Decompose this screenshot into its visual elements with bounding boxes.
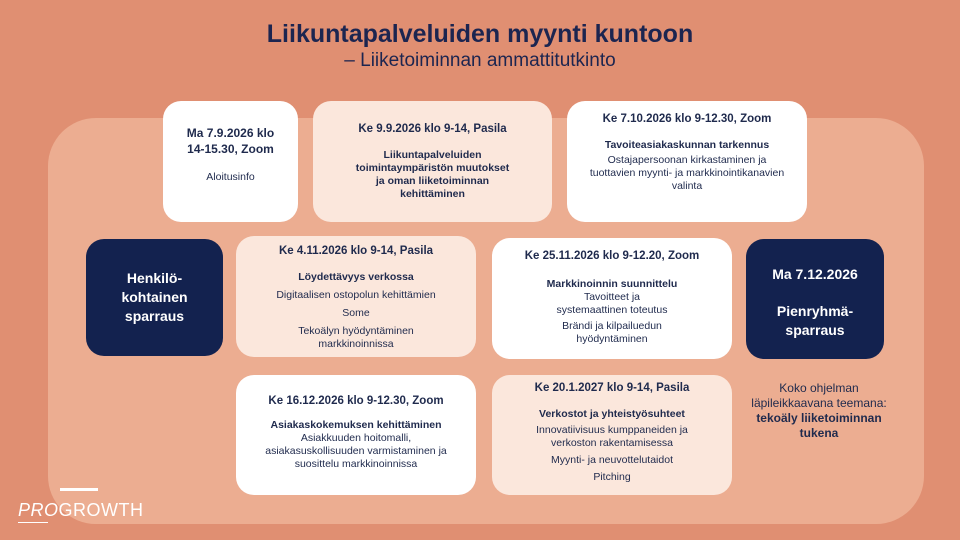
session-line: Tekoälyn hyödyntäminen markkinoinnissa xyxy=(298,325,414,350)
session-topic: Tavoiteasiakaskunnan tarkennus xyxy=(604,139,770,151)
program-theme-note xyxy=(745,381,893,441)
session-text: Pienryhmä-sparraus xyxy=(776,303,854,338)
session-card-3 xyxy=(567,101,807,222)
progrowth-logo xyxy=(18,500,144,521)
session-topic: Löydettävyys verkossa xyxy=(298,271,414,283)
session-date: Ke 4.11.2026 klo 9-14, Pasila xyxy=(278,245,434,257)
session-date: Ke 9.9.2026 klo 9-14, Pasila xyxy=(358,123,507,135)
session-date: Ke 25.11.2026 klo 9-12.20, Zoom xyxy=(524,250,700,262)
session-topic: Liikuntapalveluiden toimintaympäristön muutokset ja oman liiketoiminnan kehittäminen xyxy=(355,149,510,200)
session-date: Ma 7.9.2026 klo 14-15.30, Zoom xyxy=(186,126,275,156)
logo-bar xyxy=(60,488,98,491)
session-card-1 xyxy=(163,101,298,222)
personal-coaching-card xyxy=(86,239,223,356)
session-date: Ma 7.12.2026 xyxy=(772,266,858,282)
session-text: Aloitusinfo xyxy=(206,171,255,183)
session-card-5 xyxy=(492,238,732,359)
session-date: Ke 20.1.2027 klo 9-14, Pasila xyxy=(534,382,690,394)
logo-pro: PRO xyxy=(18,500,59,520)
session-card-2 xyxy=(313,101,552,222)
page-title: Liikuntapalveluiden myynti kuntoon xyxy=(266,20,694,48)
session-text: Asiakkuuden hoitomalli, asiakasuskollisuuden varmistaminen ja suosittelu markkinoinnissa xyxy=(265,432,447,470)
small-group-coaching-card xyxy=(746,239,884,359)
session-text: Ostajapersoonan kirkastaminen ja tuottavien myynti- ja markkinointikanavien valinta xyxy=(589,154,785,192)
session-line: Brändi ja kilpailuedun hyödyntäminen xyxy=(562,320,662,345)
logo-underline xyxy=(18,522,48,523)
session-line: Myynti- ja neuvottelutaidot xyxy=(551,454,673,466)
session-text: Henkilö-kohtainen sparraus xyxy=(121,270,188,324)
session-line: Tavoitteet ja systemaattinen toteutus xyxy=(556,291,668,316)
session-card-6 xyxy=(236,375,476,495)
theme-text: Koko ohjelman läpileikkaavana teemana: xyxy=(751,381,887,410)
session-date: Ke 16.12.2026 klo 9-12.30, Zoom xyxy=(268,395,444,407)
session-topic: Asiakaskokemuksen kehittäminen xyxy=(270,419,442,431)
session-card-7 xyxy=(492,375,732,495)
theme-highlight: tekoäly liiketoiminnan tukena xyxy=(756,411,882,440)
session-date: Ke 7.10.2026 klo 9-12.30, Zoom xyxy=(602,113,772,125)
session-line: Some xyxy=(342,307,370,319)
session-card-4 xyxy=(236,236,476,357)
logo-growth: GROWTH xyxy=(58,500,144,520)
session-line: Pitching xyxy=(593,471,631,483)
session-line: Innovatiivisuus kumppaneiden ja verkoston rakentamisessa xyxy=(536,424,688,449)
session-topic: Markkinoinnin suunnittelu xyxy=(546,278,678,290)
page-subtitle: – Liiketoiminnan ammattitutkinto xyxy=(344,50,616,71)
session-line: Digitaalisen ostopolun kehittämien xyxy=(276,289,436,301)
session-topic: Verkostot ja yhteistyösuhteet xyxy=(539,408,685,420)
